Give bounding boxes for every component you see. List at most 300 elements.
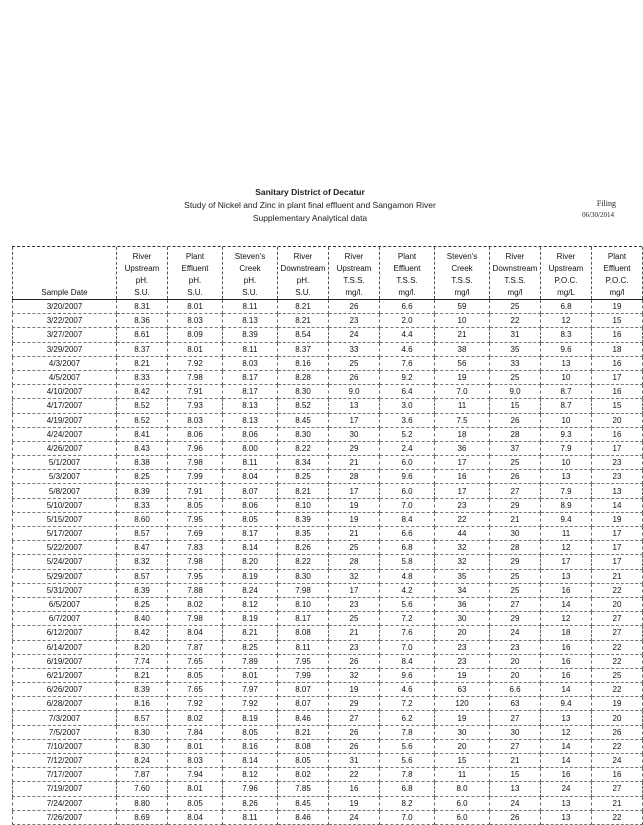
value-cell: 8.39 bbox=[117, 484, 168, 498]
sample-date-cell: 5/15/2007 bbox=[13, 512, 117, 526]
value-cell: 8.21 bbox=[117, 668, 168, 682]
value-cell: 5.6 bbox=[380, 597, 435, 611]
column-header-line: Steven's bbox=[446, 252, 478, 261]
value-cell: 10 bbox=[541, 456, 592, 470]
sample-date-cell: 5/3/2007 bbox=[13, 470, 117, 484]
table-row bbox=[13, 754, 643, 768]
column-header-line: Plant bbox=[397, 252, 417, 261]
table-row bbox=[13, 683, 643, 697]
column-header-line: T.S.S. bbox=[396, 276, 418, 285]
column-header-line: River bbox=[293, 252, 313, 261]
value-cell: 24 bbox=[329, 328, 380, 342]
value-cell: 8.06 bbox=[168, 427, 223, 441]
value-cell: 25 bbox=[329, 541, 380, 555]
column-header-line: River bbox=[344, 252, 364, 261]
value-cell: 8.69 bbox=[117, 810, 168, 824]
value-cell: 20 bbox=[435, 626, 490, 640]
value-cell: 56 bbox=[435, 356, 490, 370]
value-cell: 10 bbox=[541, 370, 592, 384]
value-cell: 16 bbox=[592, 356, 643, 370]
value-cell: 7.84 bbox=[168, 725, 223, 739]
value-cell: 5.6 bbox=[380, 739, 435, 753]
value-cell: 8.16 bbox=[278, 356, 329, 370]
value-cell: 16 bbox=[592, 328, 643, 342]
analytical-data-table-wrapper bbox=[12, 246, 642, 825]
value-cell: 24 bbox=[592, 754, 643, 768]
value-cell: 8.12 bbox=[223, 768, 278, 782]
value-cell: 4.8 bbox=[380, 569, 435, 583]
table-row bbox=[13, 342, 643, 356]
column-header-line: Sample Date bbox=[41, 288, 88, 297]
table-row bbox=[13, 810, 643, 824]
value-cell: 17 bbox=[435, 484, 490, 498]
value-cell: 7.8 bbox=[380, 768, 435, 782]
value-cell: 8.57 bbox=[117, 711, 168, 725]
value-cell: 7.5 bbox=[435, 413, 490, 427]
table-row bbox=[13, 498, 643, 512]
value-cell: 8.05 bbox=[223, 512, 278, 526]
value-cell: 8.60 bbox=[117, 512, 168, 526]
value-cell: 4.6 bbox=[380, 342, 435, 356]
value-cell: 35 bbox=[435, 569, 490, 583]
value-cell: 12 bbox=[541, 612, 592, 626]
value-cell: 24 bbox=[490, 796, 541, 810]
value-cell: 27 bbox=[592, 626, 643, 640]
value-cell: 21 bbox=[435, 328, 490, 342]
column-header-line: Effluent bbox=[393, 264, 421, 273]
value-cell: 8.06 bbox=[223, 498, 278, 512]
column-header bbox=[380, 247, 435, 300]
sample-date-cell: 5/24/2007 bbox=[13, 555, 117, 569]
value-cell: 6.0 bbox=[435, 796, 490, 810]
sample-date-cell: 5/10/2007 bbox=[13, 498, 117, 512]
value-cell: 7.0 bbox=[380, 640, 435, 654]
value-cell: 29 bbox=[329, 697, 380, 711]
value-cell: 28 bbox=[329, 470, 380, 484]
table-row bbox=[13, 484, 643, 498]
value-cell: 8.20 bbox=[117, 640, 168, 654]
value-cell: 6.8 bbox=[541, 300, 592, 314]
value-cell: 19 bbox=[435, 711, 490, 725]
column-header-line: Plant bbox=[607, 252, 627, 261]
value-cell: 8.07 bbox=[223, 484, 278, 498]
value-cell: 8.05 bbox=[278, 754, 329, 768]
value-cell: 8.46 bbox=[278, 810, 329, 824]
value-cell: 22 bbox=[592, 739, 643, 753]
value-cell: 4.4 bbox=[380, 328, 435, 342]
value-cell: 8.01 bbox=[168, 739, 223, 753]
value-cell: 30 bbox=[435, 612, 490, 626]
value-cell: 29 bbox=[490, 612, 541, 626]
value-cell: 15 bbox=[592, 314, 643, 328]
value-cell: 59 bbox=[435, 300, 490, 314]
value-cell: 6.4 bbox=[380, 385, 435, 399]
sample-date-cell: 5/1/2007 bbox=[13, 456, 117, 470]
value-cell: 30 bbox=[490, 527, 541, 541]
value-cell: 22 bbox=[592, 654, 643, 668]
value-cell: 9.2 bbox=[380, 370, 435, 384]
value-cell: 19 bbox=[435, 668, 490, 682]
value-cell: 8.17 bbox=[278, 612, 329, 626]
report-subtitle: Study of Nickel and Zinc in plant final effluent and Sangamon River bbox=[184, 200, 436, 210]
value-cell: 23 bbox=[435, 654, 490, 668]
column-header bbox=[223, 247, 278, 300]
value-cell: 8.24 bbox=[117, 754, 168, 768]
table-row bbox=[13, 612, 643, 626]
value-cell: 15 bbox=[435, 754, 490, 768]
value-cell: 7.92 bbox=[223, 697, 278, 711]
value-cell: 27 bbox=[592, 612, 643, 626]
sample-date-cell: 6/12/2007 bbox=[13, 626, 117, 640]
value-cell: 4.2 bbox=[380, 583, 435, 597]
value-cell: 8.05 bbox=[168, 668, 223, 682]
sample-date-cell: 7/17/2007 bbox=[13, 768, 117, 782]
sample-date-cell: 3/20/2007 bbox=[13, 300, 117, 314]
value-cell: 25 bbox=[490, 569, 541, 583]
value-cell: 8.11 bbox=[278, 640, 329, 654]
value-cell: 7.98 bbox=[168, 612, 223, 626]
value-cell: 6.6 bbox=[490, 683, 541, 697]
value-cell: 7.93 bbox=[168, 399, 223, 413]
value-cell: 2.4 bbox=[380, 441, 435, 455]
value-cell: 30 bbox=[435, 725, 490, 739]
value-cell: 17 bbox=[592, 527, 643, 541]
value-cell: 8.03 bbox=[168, 413, 223, 427]
value-cell: 8.13 bbox=[223, 413, 278, 427]
value-cell: 8.14 bbox=[223, 754, 278, 768]
value-cell: 8.32 bbox=[117, 555, 168, 569]
value-cell: 7.98 bbox=[168, 456, 223, 470]
value-cell: 7.98 bbox=[168, 370, 223, 384]
value-cell: 3.0 bbox=[380, 399, 435, 413]
value-cell: 8.30 bbox=[278, 385, 329, 399]
sample-date-cell: 7/3/2007 bbox=[13, 711, 117, 725]
value-cell: 21 bbox=[329, 456, 380, 470]
value-cell: 13 bbox=[490, 782, 541, 796]
value-cell: 13 bbox=[541, 356, 592, 370]
value-cell: 6.8 bbox=[380, 782, 435, 796]
value-cell: 8.21 bbox=[223, 626, 278, 640]
column-header-line: pH. bbox=[296, 276, 310, 285]
value-cell: 36 bbox=[435, 597, 490, 611]
column-header bbox=[168, 247, 223, 300]
value-cell: 7.2 bbox=[380, 612, 435, 626]
report-subtitle-2: Supplementary Analytical data bbox=[252, 213, 368, 223]
sample-date-cell: 4/24/2007 bbox=[13, 427, 117, 441]
value-cell: 8.17 bbox=[223, 370, 278, 384]
value-cell: 27 bbox=[329, 711, 380, 725]
value-cell: 8.39 bbox=[223, 328, 278, 342]
value-cell: 24 bbox=[541, 782, 592, 796]
table-row bbox=[13, 541, 643, 555]
value-cell: 27 bbox=[490, 711, 541, 725]
value-cell: 8.43 bbox=[117, 441, 168, 455]
value-cell: 23 bbox=[435, 640, 490, 654]
value-cell: 25 bbox=[490, 300, 541, 314]
value-cell: 24 bbox=[329, 810, 380, 824]
value-cell: 8.4 bbox=[380, 512, 435, 526]
value-cell: 7.9 bbox=[541, 441, 592, 455]
value-cell: 8.24 bbox=[223, 583, 278, 597]
value-cell: 22 bbox=[329, 768, 380, 782]
value-cell: 22 bbox=[592, 583, 643, 597]
value-cell: 17 bbox=[592, 370, 643, 384]
value-cell: 8.3 bbox=[541, 328, 592, 342]
value-cell: 26 bbox=[329, 725, 380, 739]
value-cell: 44 bbox=[435, 527, 490, 541]
sample-date-cell: 7/26/2007 bbox=[13, 810, 117, 824]
table-row bbox=[13, 697, 643, 711]
value-cell: 7.95 bbox=[168, 569, 223, 583]
value-cell: 12 bbox=[541, 314, 592, 328]
value-cell: 21 bbox=[490, 754, 541, 768]
table-row bbox=[13, 626, 643, 640]
value-cell: 6.6 bbox=[380, 300, 435, 314]
column-header-line: S.U. bbox=[187, 288, 203, 297]
sample-date-cell: 6/7/2007 bbox=[13, 612, 117, 626]
value-cell: 8.2 bbox=[380, 796, 435, 810]
value-cell: 8.04 bbox=[223, 470, 278, 484]
table-header-row bbox=[13, 247, 643, 300]
value-cell: 17 bbox=[329, 484, 380, 498]
value-cell: 8.35 bbox=[278, 527, 329, 541]
value-cell: 13 bbox=[329, 399, 380, 413]
value-cell: 8.25 bbox=[278, 470, 329, 484]
value-cell: 14 bbox=[541, 683, 592, 697]
value-cell: 20 bbox=[435, 739, 490, 753]
value-cell: 18 bbox=[541, 626, 592, 640]
value-cell: 22 bbox=[435, 512, 490, 526]
column-header-line: mg/l bbox=[609, 288, 625, 297]
value-cell: 8.47 bbox=[117, 541, 168, 555]
value-cell: 21 bbox=[592, 796, 643, 810]
value-cell: 22 bbox=[592, 683, 643, 697]
value-cell: 32 bbox=[435, 541, 490, 555]
column-header-line: River bbox=[505, 252, 525, 261]
sample-date-cell: 4/3/2007 bbox=[13, 356, 117, 370]
value-cell: 16 bbox=[592, 385, 643, 399]
value-cell: 8.01 bbox=[168, 300, 223, 314]
value-cell: 36 bbox=[435, 441, 490, 455]
value-cell: 8.05 bbox=[168, 796, 223, 810]
column-header-line: pH. bbox=[188, 276, 202, 285]
value-cell: 8.7 bbox=[541, 385, 592, 399]
value-cell: 27 bbox=[592, 782, 643, 796]
value-cell: 8.07 bbox=[278, 697, 329, 711]
column-header-line: River bbox=[556, 252, 576, 261]
value-cell: 8.07 bbox=[278, 683, 329, 697]
sample-date-cell: 7/12/2007 bbox=[13, 754, 117, 768]
value-cell: 34 bbox=[435, 583, 490, 597]
column-header-line: T.S.S. bbox=[504, 276, 526, 285]
value-cell: 10 bbox=[435, 314, 490, 328]
value-cell: 17 bbox=[435, 456, 490, 470]
value-cell: 5.2 bbox=[380, 427, 435, 441]
value-cell: 8.30 bbox=[278, 427, 329, 441]
sample-date-cell: 5/31/2007 bbox=[13, 583, 117, 597]
sample-date-cell: 3/29/2007 bbox=[13, 342, 117, 356]
table-row bbox=[13, 300, 643, 314]
table-row bbox=[13, 441, 643, 455]
value-cell: 8.45 bbox=[278, 796, 329, 810]
column-header bbox=[278, 247, 329, 300]
column-header-line: Downstream bbox=[280, 264, 326, 273]
filing-date: 06/30/2014 bbox=[582, 211, 614, 219]
value-cell: 8.7 bbox=[541, 399, 592, 413]
value-cell: 16 bbox=[329, 782, 380, 796]
value-cell: 17 bbox=[329, 583, 380, 597]
value-cell: 16 bbox=[541, 668, 592, 682]
value-cell: 7.85 bbox=[278, 782, 329, 796]
value-cell: 21 bbox=[329, 527, 380, 541]
table-row bbox=[13, 668, 643, 682]
value-cell: 8.52 bbox=[278, 399, 329, 413]
value-cell: 28 bbox=[490, 541, 541, 555]
value-cell: 8.52 bbox=[117, 413, 168, 427]
value-cell: 7.6 bbox=[380, 356, 435, 370]
sample-date-cell: 6/19/2007 bbox=[13, 654, 117, 668]
table-row bbox=[13, 314, 643, 328]
table-row bbox=[13, 456, 643, 470]
value-cell: 14 bbox=[541, 597, 592, 611]
value-cell: 23 bbox=[329, 597, 380, 611]
value-cell: 8.08 bbox=[278, 626, 329, 640]
value-cell: 8.30 bbox=[278, 569, 329, 583]
column-header-line: Downstream bbox=[492, 264, 538, 273]
value-cell: 8.57 bbox=[117, 527, 168, 541]
value-cell: 8.10 bbox=[278, 597, 329, 611]
column-header-line: mg/l bbox=[454, 288, 470, 297]
value-cell: 27 bbox=[490, 597, 541, 611]
column-header bbox=[541, 247, 592, 300]
value-cell: 8.45 bbox=[278, 413, 329, 427]
value-cell: 8.4 bbox=[380, 654, 435, 668]
value-cell: 7.94 bbox=[168, 768, 223, 782]
value-cell: 26 bbox=[592, 725, 643, 739]
value-cell: 26 bbox=[329, 739, 380, 753]
value-cell: 33 bbox=[329, 342, 380, 356]
value-cell: 8.22 bbox=[278, 555, 329, 569]
column-header-line: S.U. bbox=[242, 288, 258, 297]
value-cell: 8.11 bbox=[223, 810, 278, 824]
value-cell: 6.8 bbox=[380, 541, 435, 555]
value-cell: 7.0 bbox=[380, 810, 435, 824]
value-cell: 8.14 bbox=[223, 541, 278, 555]
value-cell: 8.03 bbox=[168, 314, 223, 328]
value-cell: 8.26 bbox=[278, 541, 329, 555]
sample-date-cell: 3/22/2007 bbox=[13, 314, 117, 328]
value-cell: 8.37 bbox=[117, 342, 168, 356]
value-cell: 9.0 bbox=[329, 385, 380, 399]
value-cell: 7.96 bbox=[168, 441, 223, 455]
value-cell: 8.03 bbox=[168, 754, 223, 768]
value-cell: 9.4 bbox=[541, 512, 592, 526]
value-cell: 14 bbox=[541, 754, 592, 768]
column-header-line: pH. bbox=[135, 276, 149, 285]
value-cell: 8.19 bbox=[223, 711, 278, 725]
value-cell: 23 bbox=[329, 640, 380, 654]
table-row bbox=[13, 555, 643, 569]
value-cell: 8.39 bbox=[117, 683, 168, 697]
sample-date-cell: 4/10/2007 bbox=[13, 385, 117, 399]
value-cell: 32 bbox=[329, 668, 380, 682]
value-cell: 17 bbox=[592, 441, 643, 455]
value-cell: 19 bbox=[592, 300, 643, 314]
value-cell: 8.20 bbox=[223, 555, 278, 569]
value-cell: 8.39 bbox=[278, 512, 329, 526]
value-cell: 16 bbox=[592, 768, 643, 782]
table-row bbox=[13, 583, 643, 597]
column-header-line: S.U. bbox=[295, 288, 311, 297]
value-cell: 7.99 bbox=[278, 668, 329, 682]
value-cell: 8.21 bbox=[278, 725, 329, 739]
value-cell: 8.33 bbox=[117, 370, 168, 384]
column-header-line: mg/l bbox=[507, 288, 523, 297]
value-cell: 7.87 bbox=[117, 768, 168, 782]
value-cell: 8.21 bbox=[117, 356, 168, 370]
value-cell: 13 bbox=[541, 569, 592, 583]
value-cell: 63 bbox=[435, 683, 490, 697]
value-cell: 14 bbox=[592, 498, 643, 512]
value-cell: 8.04 bbox=[168, 810, 223, 824]
value-cell: 6.0 bbox=[435, 810, 490, 824]
value-cell: 19 bbox=[592, 512, 643, 526]
value-cell: 11 bbox=[435, 399, 490, 413]
value-cell: 15 bbox=[592, 399, 643, 413]
value-cell: 7.91 bbox=[168, 385, 223, 399]
value-cell: 9.6 bbox=[380, 470, 435, 484]
value-cell: 25 bbox=[490, 456, 541, 470]
value-cell: 8.42 bbox=[117, 385, 168, 399]
value-cell: 32 bbox=[435, 555, 490, 569]
value-cell: 8.34 bbox=[278, 456, 329, 470]
value-cell: 8.02 bbox=[168, 711, 223, 725]
value-cell: 32 bbox=[329, 569, 380, 583]
value-cell: 5.6 bbox=[380, 754, 435, 768]
table-row bbox=[13, 711, 643, 725]
column-header-line: P.O.C. bbox=[605, 276, 629, 285]
value-cell: 30 bbox=[329, 427, 380, 441]
value-cell: 8.30 bbox=[117, 739, 168, 753]
value-cell: 18 bbox=[592, 342, 643, 356]
value-cell: 19 bbox=[329, 512, 380, 526]
table-row bbox=[13, 385, 643, 399]
sample-date-cell: 6/28/2007 bbox=[13, 697, 117, 711]
value-cell: 29 bbox=[329, 441, 380, 455]
value-cell: 12 bbox=[541, 725, 592, 739]
value-cell: 25 bbox=[329, 356, 380, 370]
sample-date-cell: 7/24/2007 bbox=[13, 796, 117, 810]
column-header-line: T.S.S. bbox=[343, 276, 365, 285]
sample-date-cell: 6/14/2007 bbox=[13, 640, 117, 654]
value-cell: 8.11 bbox=[223, 342, 278, 356]
sample-date-cell: 4/17/2007 bbox=[13, 399, 117, 413]
column-header bbox=[117, 247, 168, 300]
table-row bbox=[13, 768, 643, 782]
column-header bbox=[435, 247, 490, 300]
value-cell: 25 bbox=[490, 370, 541, 384]
table-row bbox=[13, 569, 643, 583]
value-cell: 7.83 bbox=[168, 541, 223, 555]
sample-date-cell: 6/26/2007 bbox=[13, 683, 117, 697]
table-row bbox=[13, 356, 643, 370]
value-cell: 8.39 bbox=[117, 583, 168, 597]
table-row bbox=[13, 328, 643, 342]
sample-date-cell: 4/5/2007 bbox=[13, 370, 117, 384]
value-cell: 25 bbox=[490, 583, 541, 597]
sample-date-cell: 6/5/2007 bbox=[13, 597, 117, 611]
value-cell: 120 bbox=[435, 697, 490, 711]
